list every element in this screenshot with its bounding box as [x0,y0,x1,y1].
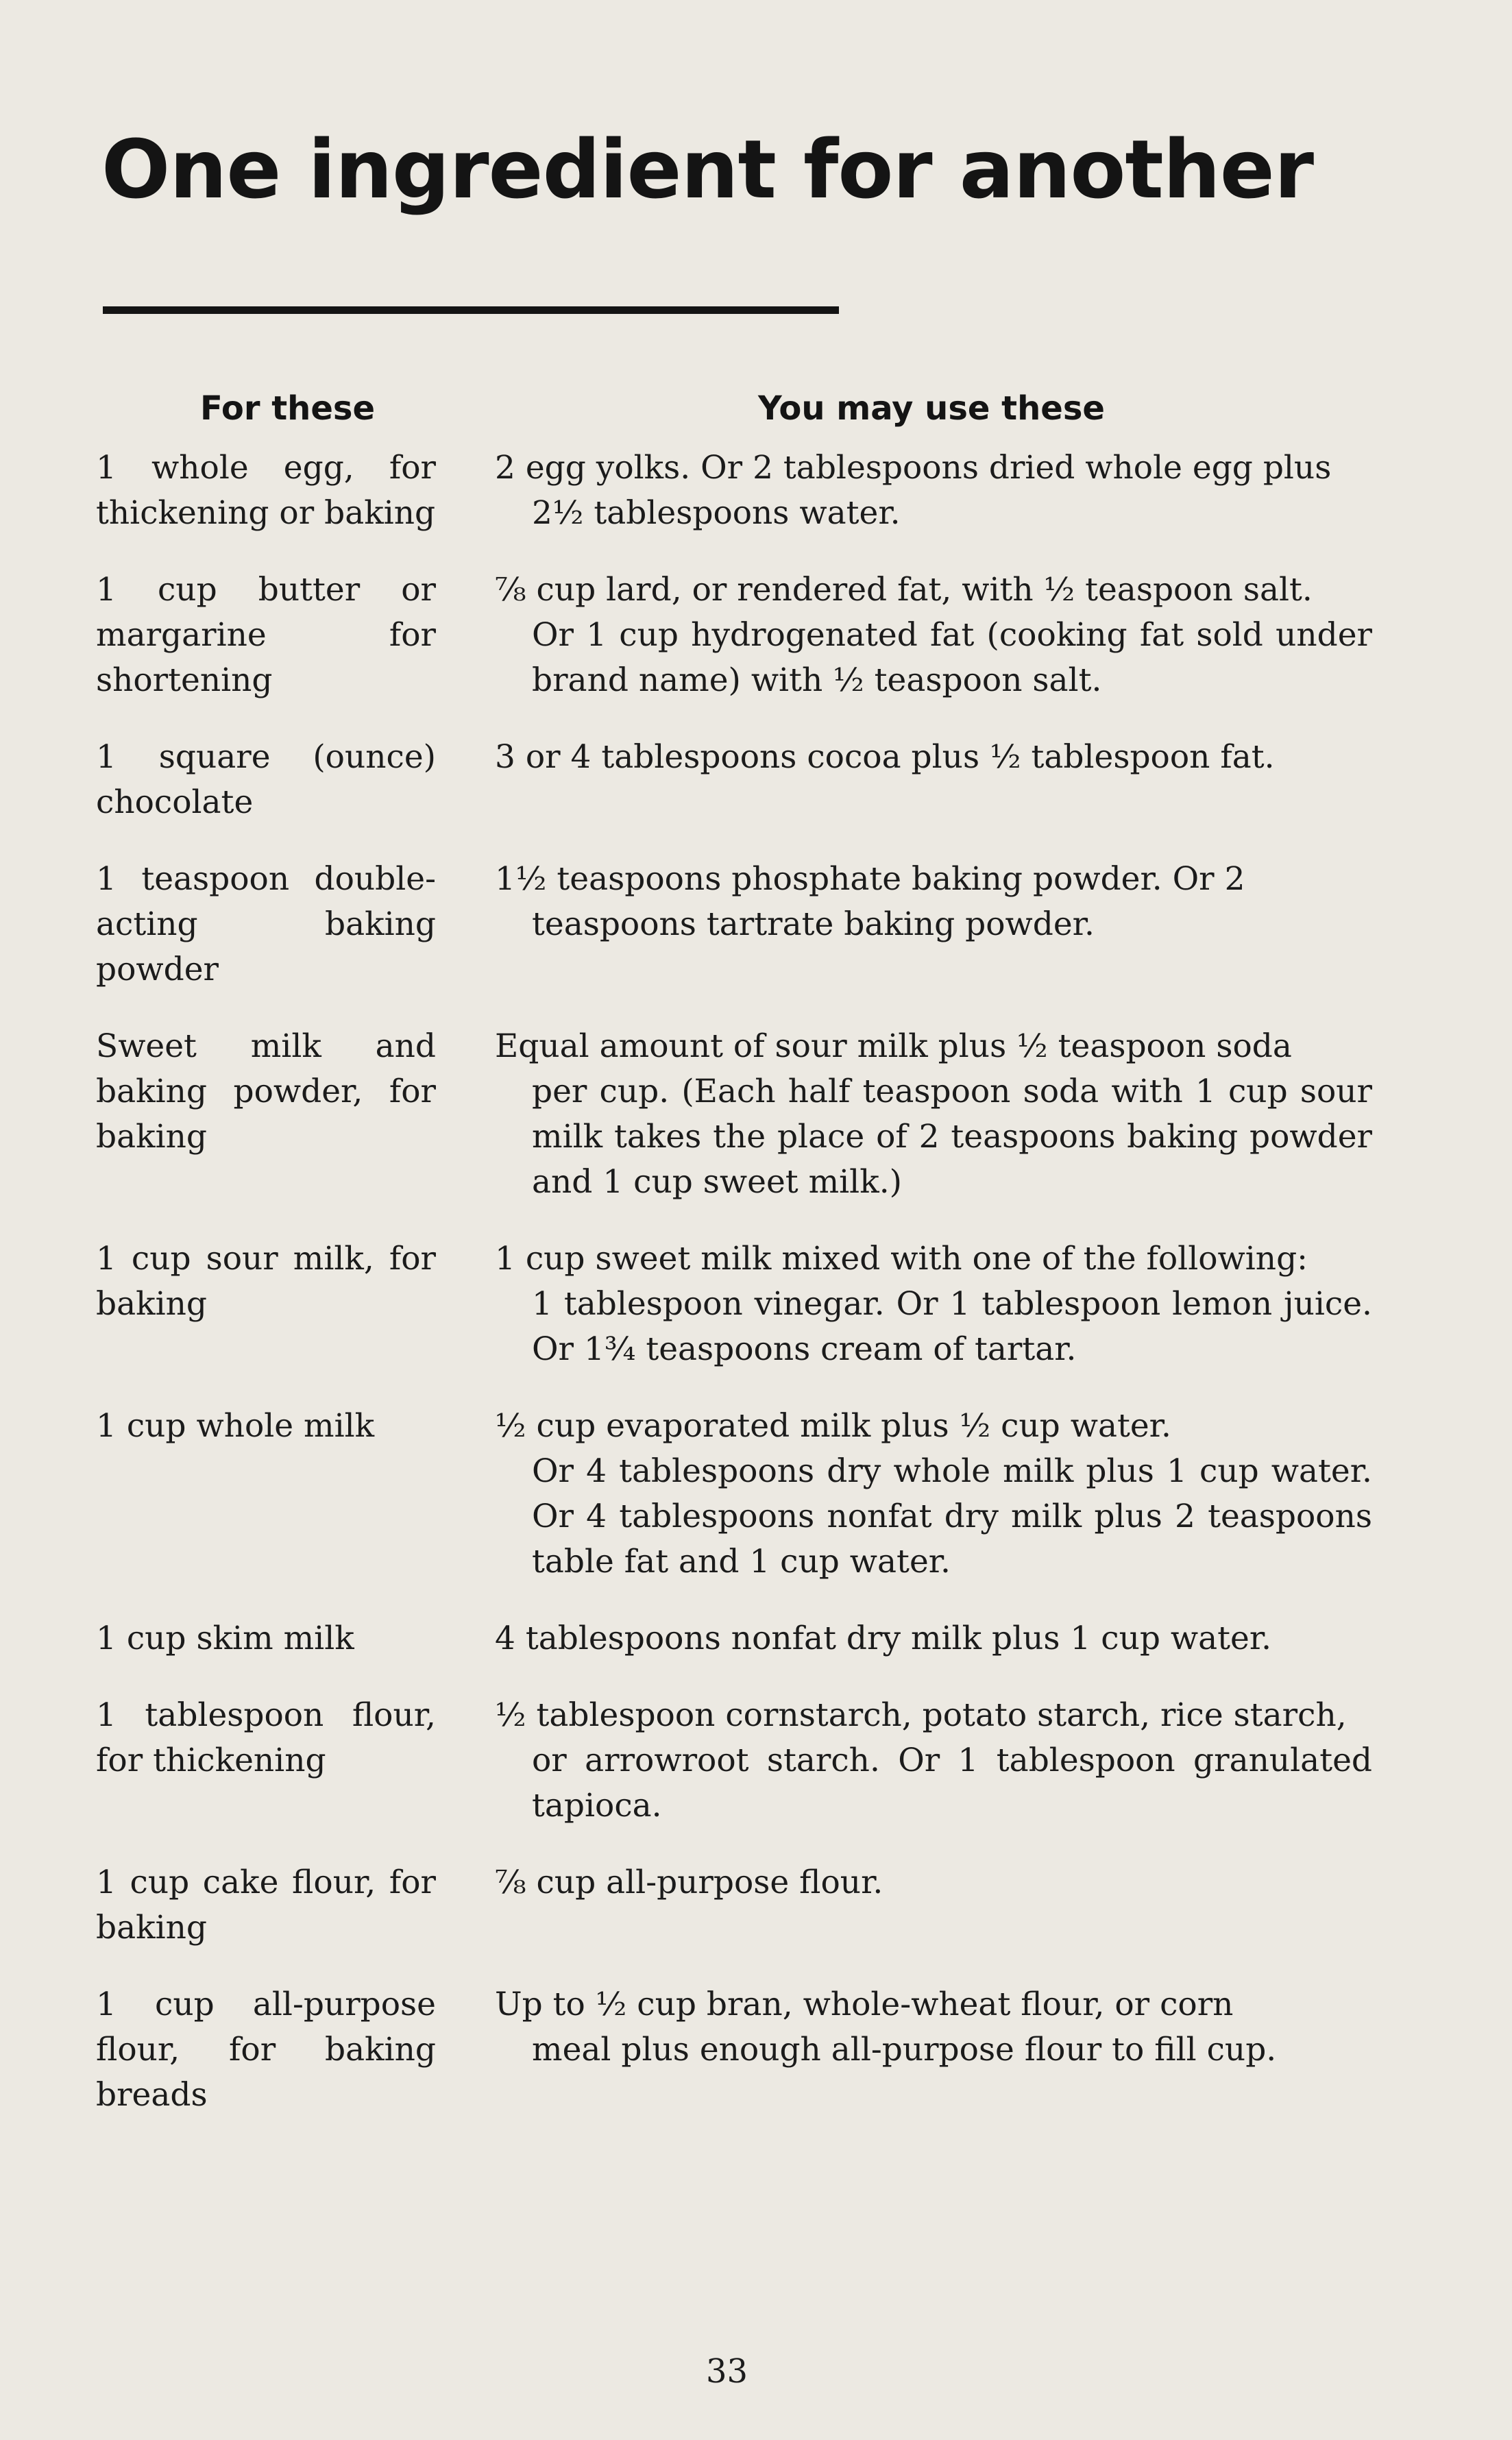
table-row [96,735,1398,825]
table-row [96,1404,1398,1585]
ingredient-cell: 1 cup all-purpose flour, for baking breads [96,1986,436,2114]
ingredient-cell: 1 whole egg, for thickening or baking [96,449,436,532]
substitute-first-line: ⅞ cup all-purpose flour. [495,1864,883,1901]
substitute-continuation: teaspoons tartrate baking powder. [532,905,1095,943]
title-divider [103,306,839,314]
substitute-cell [495,857,1372,947]
substitute-cell [495,1982,1372,2073]
page-title: One ingredient for another [101,122,1314,217]
substitute-continuation: per cup. (Each half teaspoon soda with 1 cup sour milk takes the place of 2 teaspoons baking powder and 1 cup sweet milk.) [532,1073,1372,1201]
substitution-table [96,446,1398,2118]
table-row [96,1024,1398,1205]
substitute-continuation: Or 4 tablespoons dry whole milk plus 1 cup water. Or 4 tablespoons nonfat dry milk plus 2 teaspoons table fat and 1 cup water. [532,1452,1372,1581]
substitute-first-line: 2 egg yolks. Or 2 tablespoons dried whole egg plus [495,449,1332,487]
substitute-cell [495,1404,1372,1585]
column-header-for-these: For these [200,389,375,428]
substitute-cell [495,735,1372,780]
ingredient-cell: 1 square (ounce) chocolate [96,738,436,821]
substitute-cell [495,568,1372,703]
page-number: 33 [706,2352,748,2391]
substitute-first-line: Up to ½ cup bran, whole-wheat flour, or corn [495,1986,1234,2023]
table-row [96,857,1398,992]
substitute-cell [495,1693,1372,1829]
substitute-continuation: or arrowroot starch. Or 1 tablespoon granulated tapioca. [532,1742,1372,1825]
substitute-cell [495,1236,1372,1372]
substitute-cell [495,1860,1372,1905]
table-row [96,1982,1398,2118]
substitute-continuation: 1 tablespoon vinegar. Or 1 tablespoon lemon juice. Or 1¾ teaspoons cream of tartar. [532,1285,1372,1368]
ingredient-cell: 1 cup butter or margarine for shortening [96,571,436,699]
substitute-continuation: Or 1 cup hydrogenated fat (cooking fat sold under brand name) with ½ teaspoon salt. [532,616,1372,699]
substitute-cell [495,1024,1372,1205]
substitute-first-line: 1 cup sweet milk mixed with one of the following: [495,1240,1308,1278]
substitute-first-line: ⅞ cup lard, or rendered fat, with ½ teaspoon salt. [495,571,1313,609]
ingredient-cell: 1 cup whole milk [96,1407,375,1445]
table-row [96,1616,1398,1661]
substitute-continuation: meal plus enough all-purpose flour to fill cup. [532,2031,1277,2069]
substitute-first-line: ½ tablespoon cornstarch, potato starch, rice starch, [495,1696,1347,1734]
table-row [96,1860,1398,1951]
ingredient-cell: 1 tablespoon flour, for thickening [96,1696,436,1779]
ingredient-cell: 1 cup cake flour, for baking [96,1864,436,1947]
table-row [96,446,1398,536]
ingredient-cell: 1 teaspoon double-acting baking powder [96,860,436,988]
substitute-first-line: Equal amount of sour milk plus ½ teaspoon soda [495,1027,1292,1065]
substitute-first-line: 3 or 4 tablespoons cocoa plus ½ tablespoon fat. [495,738,1275,776]
ingredient-cell: Sweet milk and baking powder, for baking [96,1027,436,1156]
ingredient-cell: 1 cup skim milk [96,1620,354,1657]
substitute-cell [495,1616,1372,1661]
substitute-first-line: 4 tablespoons nonfat dry milk plus 1 cup water. [495,1620,1272,1657]
substitute-continuation: 2½ tablespoons water. [532,494,901,532]
table-row [96,1693,1398,1829]
substitute-first-line: 1½ teaspoons phosphate baking powder. Or 2 [495,860,1245,898]
substitute-first-line: ½ cup evaporated milk plus ½ cup water. [495,1407,1171,1445]
ingredient-cell: 1 cup sour milk, for baking [96,1240,436,1323]
table-row [96,1236,1398,1372]
substitute-cell [495,446,1372,536]
column-header-you-may-use-these: You may use these [758,389,1105,428]
table-row [96,568,1398,703]
